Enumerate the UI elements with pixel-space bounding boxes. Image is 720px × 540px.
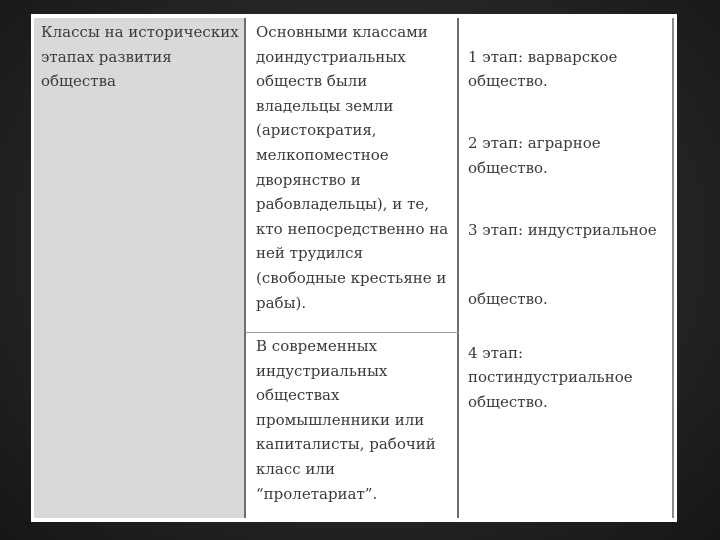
stage-1: 1 этап: варварское общество. — [468, 47, 618, 91]
stage-3-line1: 3 этап: индустриальное — [468, 221, 657, 240]
classes-table — [31, 14, 677, 522]
column-header-classes: Классы на исторических этапах развития общества — [41, 23, 239, 91]
stage-4: 4 этап: постиндустриальное общество. — [468, 343, 633, 411]
industrial-classes-text: В современных индустриальных обществах промышленники или капиталисты, рабочий класс или “пролетариат”. — [256, 337, 436, 503]
stage-3-line2: общество. — [468, 290, 548, 309]
row-divider — [246, 332, 459, 333]
preindustrial-classes-text: Основными классами доиндустриальных обществ были владельцы земли (аристократия, мелкопоместное дворянство и рабовладельцы), и те, кто непосредственно на ней трудился (свободные крестьяне и рабы). — [256, 23, 449, 312]
stages-list — [468, 20, 673, 439]
stage-2: 2 этап: аграрное общество. — [468, 134, 601, 177]
